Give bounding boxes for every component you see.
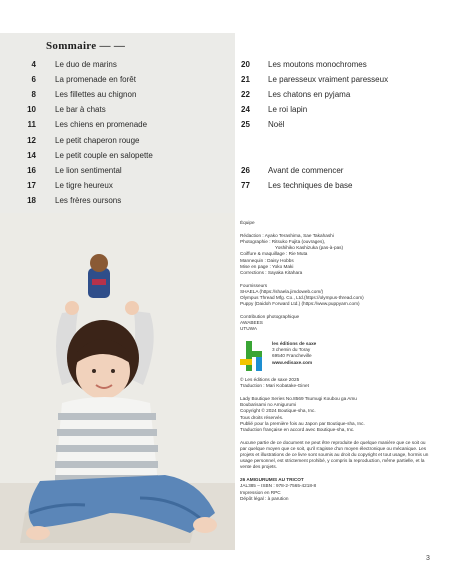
credit-line: Coiffure & maquillage : Rie Muta [240, 251, 308, 257]
series-line: Traduction française en accord avec Boutique-sha, Inc. [240, 426, 355, 432]
series-line: Lady Boutique Series No.8569 Tsumugi Koubou ga Amu [240, 395, 357, 401]
toc-item-label: Les frères oursons [55, 195, 122, 205]
toc-page-number: 22 [241, 90, 250, 100]
page-number: 3 [426, 555, 430, 562]
toc-page-number: 24 [241, 105, 250, 115]
credit-line: Yoshihiko Kashizuka (pas-à-pas) [275, 245, 344, 251]
toc-page-number: 77 [241, 180, 250, 190]
toc-item-label: Le duo de marins [55, 60, 117, 70]
toc-item-label: Les fillettes au chignon [55, 90, 137, 100]
toc-page-number: 16 [27, 165, 36, 175]
toc-item[interactable] [235, 57, 452, 72]
supplier-line: Puppy (Daidoh Forward Ltd.) (https://www.puppyarn.com) [240, 301, 360, 307]
toc-item[interactable] [235, 87, 452, 102]
suppliers-heading: Fournisseurs [240, 282, 268, 288]
toc-page-number: 14 [27, 150, 36, 160]
copyright-line: Traduction : Mari Kobatake-Ginet [240, 383, 309, 389]
credit-line: Photographie : Ritsuko Fujita (ouvrages), [240, 238, 326, 244]
toc-item[interactable] [0, 87, 235, 102]
team-heading: Équipe [240, 220, 255, 225]
toc-item-label: Le lion sentimental [55, 165, 122, 175]
copyright-line: © Les éditions de saxe 2025 [240, 377, 300, 383]
toc-page-number: 17 [27, 180, 36, 190]
toc-page-number: 10 [27, 105, 36, 115]
toc-item-label: Noël [268, 120, 285, 130]
toc-item[interactable] [0, 132, 235, 147]
toc-item[interactable] [0, 72, 235, 87]
toc-item[interactable] [235, 102, 452, 117]
toc-item[interactable] [0, 178, 235, 193]
toc-page-number: 6 [31, 75, 36, 85]
toc-spacer [235, 147, 452, 162]
series-line: Tous droits réservés. [240, 414, 284, 420]
toc-spacer [235, 132, 452, 147]
toc-item-label: Le petit couple en salopette [55, 150, 153, 160]
series-line: Publié pour la première fois au Japon par Boutique-sha, Inc. [240, 420, 365, 426]
toc-page-number: 8 [31, 90, 36, 100]
toc-item[interactable] [235, 72, 452, 87]
book-title: 26 AMIGURUMIS AU TRICOT [240, 477, 304, 483]
credit-line: Rédaction : Ayako Terashima, Sae Takahashi [240, 232, 334, 238]
toc-page-number: 11 [27, 120, 36, 130]
credit-line: Mise en page : Yoko Maki [240, 263, 294, 269]
publisher-address: 69540 Francheville [272, 353, 312, 359]
toc-item-label: Le tigre heureux [55, 180, 113, 190]
toc-page-number: 4 [31, 60, 36, 70]
toc-item-label: La promenade en forêt [55, 75, 136, 85]
publisher-logo [240, 341, 266, 371]
publisher-address: 3 chemin du Toray [272, 347, 311, 353]
book-line: Impression en RPC [240, 489, 281, 495]
photo-line: UTUWA [240, 326, 258, 332]
toc-item[interactable] [235, 178, 452, 193]
supplier-line: SHAELA (https://shaela.jimdoweb.com/) [240, 288, 324, 294]
toc-item-label: Le paresseux vraiment paresseux [268, 75, 389, 85]
toc-left-list [0, 57, 235, 208]
toc-item[interactable] [235, 117, 452, 132]
series-line: Boubarisami no Amigurumi [240, 402, 297, 408]
supplier-line: Olympus Thread Mfg. Co., Ltd.(https://olympus-thread.com) [240, 295, 364, 301]
book-line: JAL385 – ISBN : 978-2-7565-4218-8 [240, 483, 317, 489]
toc-item-label: Le roi lapin [268, 105, 308, 115]
book-line: Dépôt légal : à parution [240, 495, 289, 501]
toc-title: Sommaire — — [46, 40, 126, 52]
toc-item[interactable] [0, 193, 235, 208]
toc-item-label: Avant de commencer [268, 165, 344, 175]
series-line: Copyright © 2024 Boutique-sha, Inc. [240, 408, 316, 414]
credit-line: Mannequin : Daisy Hobbs [240, 257, 294, 263]
toc-item-label: Le petit chaperon rouge [55, 135, 140, 145]
toc-item[interactable] [0, 102, 235, 117]
photo-line: AWABEES [240, 320, 263, 326]
toc-item[interactable] [0, 117, 235, 132]
toc-item[interactable] [235, 162, 452, 177]
toc-item-label: Les chatons en pyjama [268, 90, 351, 100]
toc-item[interactable] [0, 57, 235, 72]
publisher-name: les éditions de saxe [272, 341, 317, 347]
toc-item[interactable] [0, 163, 235, 178]
credit-line: Corrections : Sayaka Kitahara [240, 269, 303, 275]
toc-page-number: 25 [241, 120, 250, 130]
toc-item-label: Le bar à chats [55, 105, 106, 115]
toc-page-number: 12 [27, 135, 36, 145]
toc-item[interactable] [0, 148, 235, 163]
photo-heading: Contribution photographique [240, 313, 300, 319]
toc-page-number: 20 [241, 60, 250, 70]
child-photo [0, 213, 235, 550]
toc-page-number: 26 [241, 165, 250, 175]
toc-page-number: 18 [27, 195, 36, 205]
toc-item-label: Les techniques de base [268, 180, 353, 190]
publisher-url[interactable]: www.edisaxe.com [272, 359, 313, 365]
toc-right-list [235, 57, 452, 193]
legal-text: Aucune partie de ce document ne peut être reproduite de quelque manière que ce soit ou par quelque moyen que ce soit, qu'il s'agisse d'un moyen électronique ou mécanique. Les projets et illustrations de ce livre sont soumis au droit du copyright et tout usage, hormis un usage personnel, est strictement prohibé, y compris la reproduction, même partielle, et la vente des projets. [240, 439, 429, 470]
toc-item-label: Les chiens en promenade [55, 120, 148, 130]
toc-item-label: Les moutons monochromes [268, 60, 367, 70]
publisher-block [240, 341, 430, 371]
credits-block [240, 220, 430, 502]
toc-page-number: 21 [241, 75, 250, 85]
